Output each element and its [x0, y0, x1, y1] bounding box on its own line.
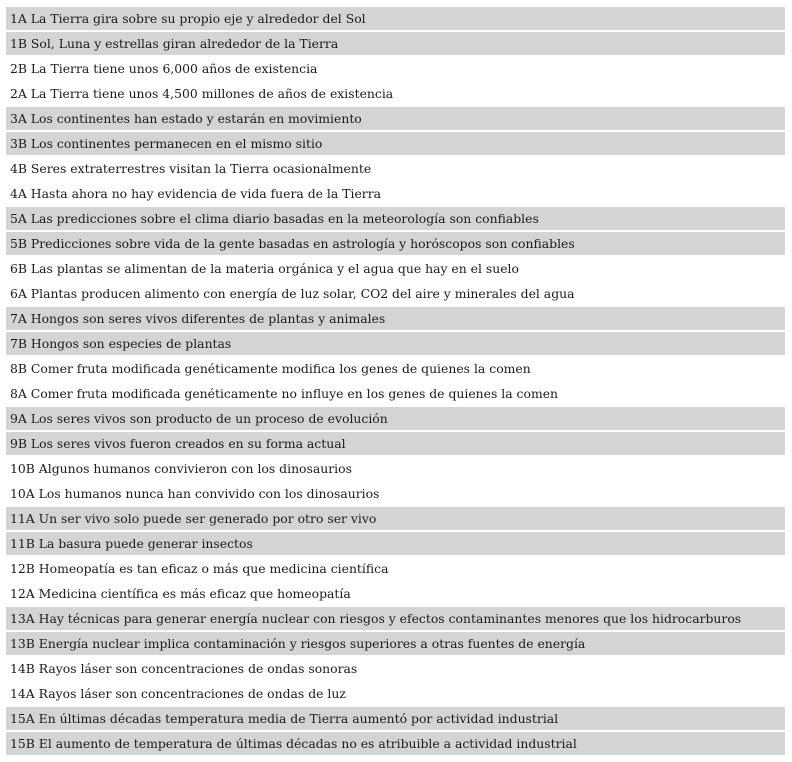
- statement-row: 10B Algunos humanos convivieron con los dinosaurios: [10, 461, 352, 476]
- statement-row: 5B Predicciones sobre vida de la gente basadas en astrología y horóscopos son confiables: [6, 232, 785, 255]
- statement-row: 6B Las plantas se alimentan de la materia orgánica y el agua que hay en el suelo: [10, 261, 519, 276]
- statement-row: 13A Hay técnicas para generar energía nuclear con riesgos y efectos contaminantes menores que los hidrocarburos: [6, 607, 785, 630]
- statement-row: 15B El aumento de temperatura de últimas décadas no es atribuible a actividad industrial: [6, 732, 785, 755]
- statement-row: 7B Hongos son especies de plantas: [6, 332, 785, 355]
- statement-row: 1A La Tierra gira sobre su propio eje y alrededor del Sol: [6, 7, 785, 30]
- statement-row: 3B Los continentes permanecen en el mismo sitio: [6, 132, 785, 155]
- statement-row: 11A Un ser vivo solo puede ser generado por otro ser vivo: [6, 507, 785, 530]
- statement-row: 1B Sol, Luna y estrellas giran alrededor de la Tierra: [6, 32, 785, 55]
- statement-row: 15A En últimas décadas temperatura media de Tierra aumentó por actividad industrial: [6, 707, 785, 730]
- statement-row: 9B Los seres vivos fueron creados en su forma actual: [6, 432, 785, 455]
- statements-list: [6, 7, 785, 757]
- statement-row: 4A Hasta ahora no hay evidencia de vida fuera de la Tierra: [10, 186, 382, 201]
- statement-row: 8A Comer fruta modificada genéticamente no influye en los genes de quienes la comen: [10, 386, 559, 401]
- statement-row: 7A Hongos son seres vivos diferentes de plantas y animales: [6, 307, 785, 330]
- statement-row: 5A Las predicciones sobre el clima diario basadas en la meteorología son confiables: [6, 207, 785, 230]
- statement-row: 10A Los humanos nunca han convivido con los dinosaurios: [10, 486, 380, 501]
- statement-row: 12A Medicina científica es más eficaz que homeopatía: [10, 586, 351, 601]
- statement-row: 9A Los seres vivos son producto de un proceso de evolución: [6, 407, 785, 430]
- statement-row: 12B Homeopatía es tan eficaz o más que medicina científica: [10, 561, 389, 576]
- statement-row: 2B La Tierra tiene unos 6,000 años de existencia: [10, 61, 318, 76]
- statement-row: 4B Seres extraterrestres visitan la Tierra ocasionalmente: [10, 161, 372, 176]
- statement-row: 2A La Tierra tiene unos 4,500 millones de años de existencia: [10, 86, 394, 101]
- statement-row: 14A Rayos láser son concentraciones de ondas de luz: [10, 686, 346, 701]
- statement-row: 6A Plantas producen alimento con energía de luz solar, CO2 del aire y minerales del agua: [10, 286, 575, 301]
- statement-row: 11B La basura puede generar insectos: [6, 532, 785, 555]
- statement-row: 13B Energía nuclear implica contaminación y riesgos superiores a otras fuentes de energía: [6, 632, 785, 655]
- statement-row: 3A Los continentes han estado y estarán en movimiento: [6, 107, 785, 130]
- statement-row: 14B Rayos láser son concentraciones de ondas sonoras: [10, 661, 358, 676]
- statement-row: 8B Comer fruta modificada genéticamente modifica los genes de quienes la comen: [10, 361, 531, 376]
